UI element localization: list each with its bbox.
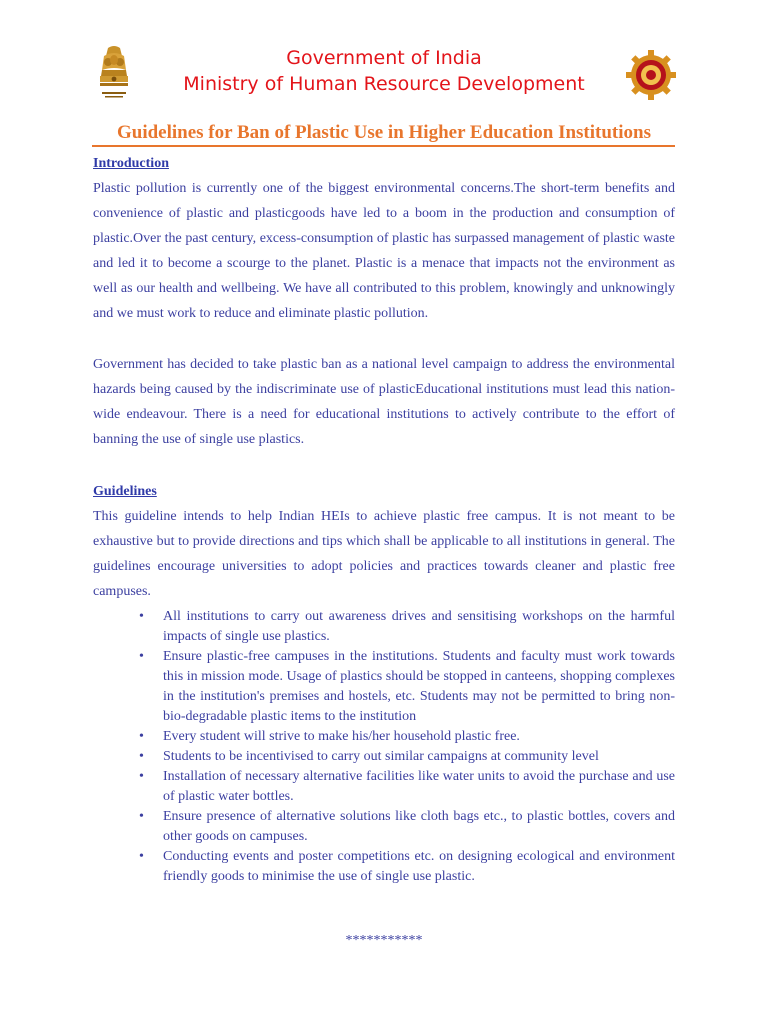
list-item bbox=[139, 607, 675, 647]
introduction-paragraph-2: Government has decided to take plastic ban as a national level campaign to address the environmental hazards being caused by the indiscriminate use of plasticEducational institutions must lead this nation-wide endeavour. There is a need for educational institutions to actively contribute to the effort of banning the use of single use plastics. bbox=[93, 357, 675, 447]
list-item-text: Conducting events and poster competitions etc. on designing ecological and environment friendly goods to minimise the use of single use plastic. bbox=[163, 849, 675, 884]
bullet-icon: • bbox=[139, 809, 144, 824]
list-item-text: Every student will strive to make his/her household plastic free. bbox=[163, 729, 520, 744]
org-line-government: Government of India bbox=[286, 47, 482, 69]
list-item bbox=[139, 807, 675, 847]
list-item bbox=[139, 647, 675, 727]
org-line-ministry: Ministry of Human Resource Development bbox=[183, 73, 585, 95]
bullet-icon: • bbox=[139, 749, 144, 764]
introduction-paragraph-1: Plastic pollution is currently one of the biggest environmental concerns.The short-term benefits and convenience of plastic and plasticgoods have led to a boom in the production and consumption of plastic.Over the past century, excess-consumption of plastic has surpassed management of plastic waste and led it to become a scourge to the planet. Plastic is a menace that impacts not the environment as well as our health and wellbeing. We have all contributed to this problem, knowingly and unknowingly and we must work to reduce and eliminate plastic pollution. bbox=[93, 181, 675, 321]
title-underline bbox=[92, 145, 675, 147]
bullet-icon: • bbox=[139, 849, 144, 864]
bullet-icon: • bbox=[139, 729, 144, 744]
list-item-text: Installation of necessary alternative facilities like water units to avoid the purchase and use of plastic water bottles. bbox=[163, 769, 675, 804]
guidelines-list bbox=[139, 607, 675, 887]
list-item bbox=[139, 747, 675, 767]
document-title: Guidelines for Ban of Plastic Use in Higher Education Institutions bbox=[116, 122, 651, 143]
list-item-text: Ensure plastic-free campuses in the institutions. Students and faculty must work towards this in mission mode. Usage of plastics should be stopped in canteens, shopping complexes in the institution's premises and hostels, etc. Students may not be permitted to bring non-bio-degradable plastic items to the institution bbox=[163, 649, 675, 724]
guidelines-paragraph: This guideline intends to help Indian HEIs to achieve plastic free campus. It is not meant to be exhaustive but to provide directions and tips which shall be applicable to all institutions in general. The guidelines encourage universities to adopt policies and practices towards cleaner and plastic free campuses. bbox=[93, 509, 675, 599]
list-item bbox=[139, 847, 675, 887]
introduction-heading: Introduction bbox=[93, 156, 169, 171]
bullet-icon: • bbox=[139, 609, 144, 624]
list-item-text: Students to be incentivised to carry out similar campaigns at community level bbox=[163, 749, 599, 764]
list-item bbox=[139, 767, 675, 807]
list-item-text: Ensure presence of alternative solutions like cloth bags etc., to plastic bottles, covers and other goods on campuses. bbox=[163, 809, 675, 844]
aicte-logo-icon bbox=[626, 50, 676, 100]
list-item bbox=[139, 727, 675, 747]
bullet-icon: • bbox=[139, 769, 144, 784]
bullet-icon: • bbox=[139, 649, 144, 664]
list-item-text: All institutions to carry out awareness drives and sensitising workshops on the harmful impacts of single use plastics. bbox=[163, 609, 675, 644]
end-of-document-marker: *********** bbox=[345, 933, 423, 948]
letterhead bbox=[0, 40, 768, 110]
guidelines-heading: Guidelines bbox=[93, 484, 157, 499]
